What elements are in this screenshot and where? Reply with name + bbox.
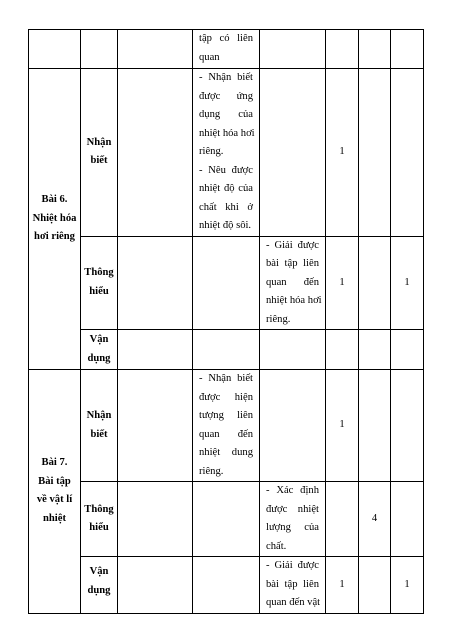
skill-cell [260,69,326,237]
text-line: nhiệt độ sôi. [199,220,252,231]
content-cell [118,370,193,482]
level-label-line: biết [90,155,108,167]
table-row [29,370,424,482]
text-line: - Giải được [266,239,319,251]
text-line: riêng. [266,313,291,325]
count-cell: 1 [326,370,359,482]
count-cell [326,30,359,69]
count-cell [359,236,391,330]
content-cell [118,330,193,370]
text-line: tượng liên [199,410,253,421]
level-label-line: hiểu [89,285,109,297]
skill-cell [260,330,326,370]
knowledge-cell [193,236,260,330]
content-cell [118,30,193,69]
count-cell: 1 [391,557,424,614]
lesson-title-line: Bài 7. [41,457,68,469]
count-cell [359,330,391,370]
text-line: quan đến vật [266,597,321,608]
lesson-title-line: hơi riêng [34,231,75,243]
text-line: được ứng [199,90,253,102]
content-cell [118,557,193,614]
text-line: chất. [266,540,287,552]
level-cell [81,30,118,69]
text-line: tập có liên [199,33,253,44]
skill-cell [260,370,326,482]
level-label-line: Thông [84,503,114,515]
level-label-cell [81,236,118,330]
content-cell [118,482,193,557]
skill-cell [260,30,326,69]
knowledge-cell [193,330,260,370]
text-line: nhiệt dung [199,447,253,458]
text-line: - Nhận biết [199,373,253,384]
text-line: bài tập liên [266,578,319,590]
table-row [29,30,424,69]
text-line: nhiệt độ của [199,183,253,194]
lesson-title-line: Bài 6. [41,194,68,206]
count-cell [359,30,391,69]
assessment-matrix-table [28,29,424,614]
count-cell: 4 [359,482,391,557]
count-cell [326,482,359,557]
count-cell [391,330,424,370]
text-line: bài tập liên [266,258,319,269]
lesson-title-line: về vật lí [36,494,73,506]
count-cell [391,370,424,482]
text-line: riêng. [199,146,224,157]
knowledge-cell [193,482,260,557]
count-cell: 1 [326,236,359,330]
level-label-line: Thông [84,267,114,279]
table-row [29,482,424,557]
knowledge-cell [193,370,260,482]
level-label-cell [81,482,118,557]
knowledge-cell [193,69,260,237]
text-line: quan đến [199,428,253,440]
skill-cell [260,236,326,330]
level-label-line: Vận [89,334,109,345]
count-cell: 1 [326,557,359,614]
text-line: nhiệt hóa hơi [266,295,322,306]
text-line: lượng của [266,522,319,533]
level-label-line: Nhận [86,410,112,421]
level-label-cell [81,330,118,370]
table-row [29,69,424,237]
level-label-line: hiểu [89,522,109,533]
text-line: chất khi ở [199,201,253,213]
level-label-cell [81,370,118,482]
level-label-cell [81,557,118,614]
content-cell [118,69,193,237]
text-line: - Nhận biết [199,72,253,83]
count-cell [326,330,359,370]
count-cell [391,69,424,237]
count-cell [359,370,391,482]
lesson-cell [29,30,81,69]
count-cell [359,557,391,614]
lesson-title-cell [29,69,81,370]
text-line: quan [199,51,220,63]
count-cell: 1 [326,69,359,237]
level-label-line: dụng [87,584,111,596]
text-line: được hiện [199,391,253,403]
level-label-cell [81,69,118,237]
count-cell [391,30,424,69]
knowledge-cell [193,30,260,69]
table-row [29,557,424,614]
content-cell [118,236,193,330]
count-cell [359,69,391,237]
table-row [29,236,424,330]
text-line: dụng của [199,109,253,120]
lesson-title-line: Bài tập [38,475,71,487]
lesson-title-line: Nhiệt hóa [32,212,77,224]
text-line: riêng. [199,465,224,477]
text-line: - Xác định [266,485,319,496]
text-line: - Nêu được [199,164,253,176]
skill-cell [260,482,326,557]
text-line: - Giải được [266,560,319,571]
level-label-line: dụng [87,352,111,364]
skill-cell [260,557,326,614]
text-line: được nhiệt [266,503,319,515]
level-label-line: Nhận [86,136,112,148]
text-line: nhiệt hóa hơi [199,127,255,139]
lesson-title-line: nhiệt [43,512,66,524]
count-cell: 1 [391,236,424,330]
lesson-title-cell [29,370,81,614]
level-label-line: Vận [89,566,109,577]
knowledge-cell [193,557,260,614]
level-label-line: biết [90,428,108,440]
count-cell [391,482,424,557]
table-row [29,330,424,370]
text-line: quan đến [266,276,319,288]
